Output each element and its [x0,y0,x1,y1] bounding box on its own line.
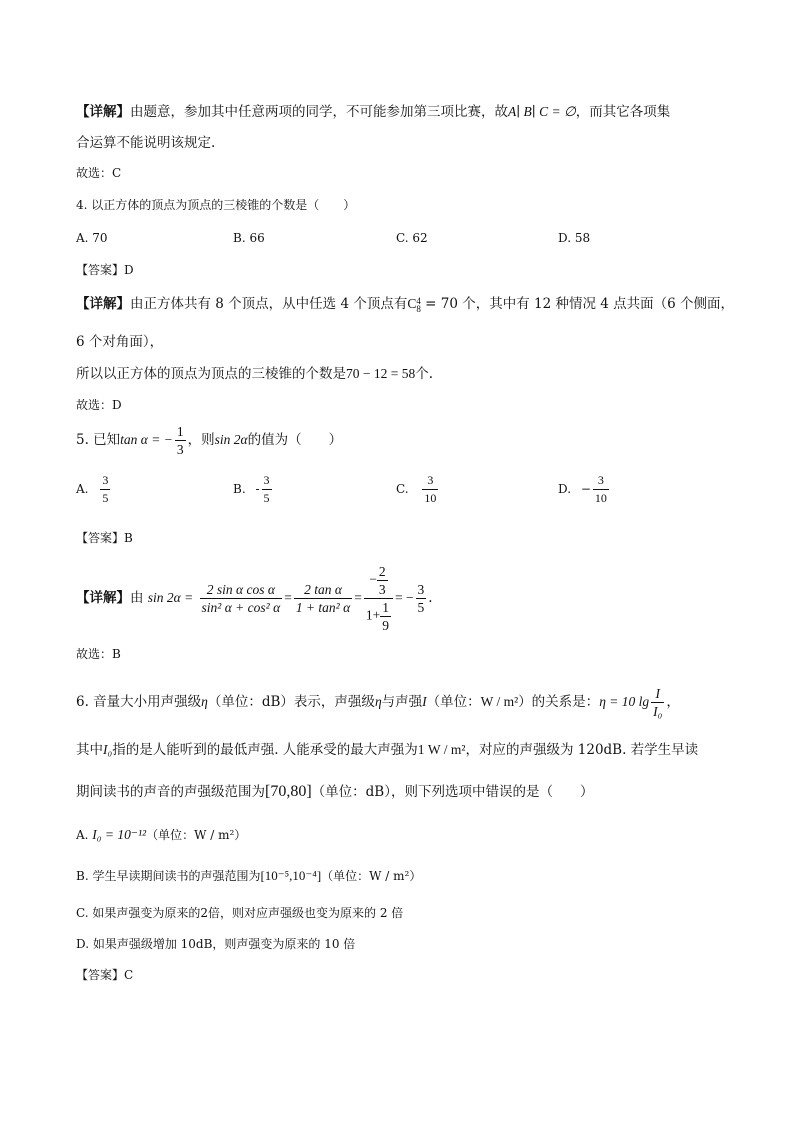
question-stem: ， [666,694,680,710]
question-stem: （单位： [426,694,481,710]
q4-detail-line2 [76,333,163,351]
detail-text: = 70 个，其中有 12 种情况 4 点共面（6 个侧面， [420,296,735,312]
q6-option-c [76,904,403,922]
q4-choose [76,396,122,414]
option-text: D. 58 [558,231,591,245]
choose-text: 故选：C [76,166,122,180]
numerator: 1 [382,600,389,615]
numerator: 1 [176,424,184,439]
fraction [175,423,186,458]
tan-expression: tan α = − [120,432,173,447]
denominator: 9 [382,618,389,633]
option-label: A. [76,828,93,842]
question-stem: 6. 音量大小用声强级 [76,694,202,710]
q5-option-d [558,472,611,507]
detail-text: 由 [130,590,144,606]
question-stem: 的值为（ ） [247,432,343,448]
question-stem: （单位：dB），则下列选项中错误的是（ ） [311,784,594,800]
option-text: C. 62 [396,231,428,245]
formula-fraction [651,685,664,720]
q6-stem-line3 [76,783,593,801]
compound-numerator [364,563,393,599]
q4-option-c [396,229,428,247]
denominator: 3 [176,442,184,457]
q5-option-b [233,472,274,507]
option-text: B. 学生早读期间读书的声强范围为 [76,869,261,883]
max-intensity: 1 W / m² [417,742,466,757]
eta-symbol: η [374,694,382,709]
q4-option-b [233,229,265,247]
denominator: 10 [594,491,607,505]
eta-symbol: η [201,694,208,709]
i0-symbol: I₀ [103,742,113,757]
detail-tag: 【详解】 [76,104,130,120]
question-stem: 其中 [76,742,103,758]
question-stem: 指的是人能听到的最低声强. 人能承受的最大声强为 [112,742,418,758]
numerator: 2 [378,564,386,579]
fraction-1 [200,581,283,616]
numerator: 3 [262,472,272,490]
detail-tag: 【详解】 [76,296,130,312]
combination [407,295,421,314]
numerator: 3 [593,472,609,490]
q5-choose [76,645,121,663]
comb-symbol: C [407,296,417,311]
denominator: I₀ [653,704,663,719]
question-stem: 4. 以正方体的顶点为顶点的三棱锥的个数是（ ） [76,198,356,212]
denominator: 5 [263,491,270,505]
denominator: 5 [102,491,109,505]
denominator: sin² α + cos² α [201,600,281,615]
q3-choose [76,164,121,182]
option-text: C. 如果声强变为原来的2倍，则对应声强级也变为原来的 2 倍 [76,906,404,920]
inner-fraction [377,563,388,598]
set-expression: A∣ B∣ C = ∅ [508,104,576,119]
option-label: D. [558,482,572,496]
option-text: （单位：W / m²） [146,828,247,842]
detail-tag: 【详解】 [76,590,130,606]
choose-text: 故选：B [76,647,121,661]
question-stem: 5. 已知 [76,432,121,448]
fraction-compound [364,563,393,634]
q4-option-d [558,229,590,247]
option-text: B. 66 [233,231,265,245]
numerator: 2 sin α cos α [200,581,283,599]
option-math: I₀ = 10⁻¹² [92,827,147,842]
detail-text: 合运算不能说明该规定. [76,135,216,151]
question-stem: ）的关系是： [518,694,600,710]
question-stem: 与声强 [381,694,423,710]
q5-option-c [396,472,440,507]
one-plus: 1+ [365,607,381,623]
interval: [70,80] [265,783,312,800]
option-math: [10⁻⁵,10⁻⁴] [260,868,322,883]
option-fraction [262,472,272,507]
question-stem: ，对应的声强级为 120dB. 若学生早读 [465,742,699,758]
denominator: 3 [378,582,386,597]
equation: 70 − 12 = 58 [346,366,416,381]
option-sign: − [580,482,591,496]
q5-option-a [76,472,112,507]
numerator: 3 [417,582,425,597]
question-stem: ，则 [187,432,215,448]
detail-text: 所以以正方体的顶点为顶点的三棱锥的个数是 [76,366,346,382]
q6-option-b [76,867,421,885]
option-fraction [100,472,110,507]
question-stem: 期间读书的声音的声强级范围为 [76,784,265,800]
fraction-2 [294,581,352,616]
period: . [428,590,433,606]
inner-fraction [380,599,391,634]
q4-detail-line3 [76,365,433,383]
numerator: I [651,685,664,703]
neg-sign: − [369,571,377,587]
q5-detail [76,560,433,636]
option-label: A. [76,482,89,496]
compound-denominator [364,599,393,634]
numerator: 3 [100,472,110,490]
option-fraction [422,472,438,507]
choose-text: 故选：D [76,398,122,412]
option-sign: - [255,482,260,496]
comb-sup: 4 [416,295,421,306]
option-text: D. 如果声强级增加 10dB，则声强变为原来的 10 倍 [76,937,356,951]
denominator: 5 [417,600,425,615]
formula: η = 10 lg [599,694,650,709]
sin-expression: sin 2α [214,432,248,447]
equals: = [354,590,362,605]
detail-text: 个. [415,366,434,382]
numerator: 2 tan α [294,581,352,599]
denominator: 10 [424,491,437,505]
q3-detail-line2 [76,134,215,152]
q6-answer [76,966,133,984]
q6-option-a [76,826,246,844]
detail-text: ，而其它各项集 [575,104,671,120]
answer-text: 【答案】B [76,531,133,545]
comb-sub: 8 [416,303,421,314]
answer-text: 【答案】D [76,263,134,277]
q4-option-a [76,229,108,247]
option-label: B. [233,482,246,496]
unit: W / m² [480,694,519,709]
q3-detail-line1 [76,103,670,121]
fraction-result [416,581,427,616]
q4-stem [76,196,355,214]
q6-stem-line1 [76,682,680,722]
sin2a: sin 2α = [147,590,194,605]
denominator: 1 + tan² α [295,600,351,615]
intensity-symbol: I [422,694,427,709]
equals-neg: = − [394,590,414,605]
q4-detail-line1 [76,295,734,313]
q6-stem-line2 [76,741,698,759]
q4-answer [76,261,134,279]
equals: = [284,590,292,605]
detail-text: 6 个对角面）， [76,334,164,350]
detail-text: 由题意，参加其中任意两项的同学，不可能参加第三项比赛，故 [130,104,508,120]
numerator: 3 [422,472,438,490]
option-text: A. 70 [76,231,108,245]
detail-text: 由正方体共有 8 个顶点，从中任选 4 个顶点有 [130,296,408,312]
q5-answer [76,529,133,547]
q5-stem [76,423,342,458]
option-fraction [593,472,609,507]
question-stem: （单位：dB）表示，声强级 [207,694,375,710]
option-label: C. [396,482,409,496]
option-text: （单位：W / m²） [321,869,422,883]
answer-text: 【答案】C [76,968,134,982]
q6-option-d [76,935,355,953]
